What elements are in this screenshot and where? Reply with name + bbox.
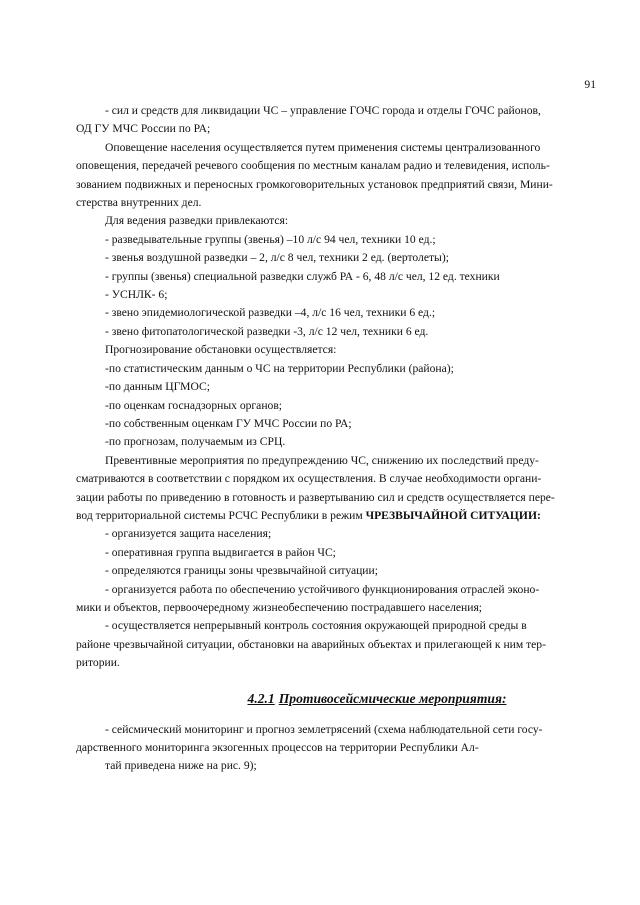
- emergency-mode-label: ЧРЕЗВЫЧАЙНОЙ СИТУАЦИИ:: [365, 508, 541, 522]
- list-item: - звено фитопатологической разведки -3, л/с 12 чел, техники 6 ед.: [105, 324, 429, 338]
- text-line: зации работы по приведению в готовность и развертыванию сил и средств осуществляется пере-: [76, 490, 555, 504]
- list-item: -по оценкам госнадзорных органов;: [105, 398, 283, 412]
- list-item: - УСНЛК- 6;: [105, 288, 168, 302]
- list-item: - сейсмический мониторинг и прогноз землетрясений (схема наблюдательной сети госу-: [105, 722, 543, 736]
- text-line: оповещения, передачей речевого сообщения по местным каналам радио и телевидения, исполь-: [76, 159, 550, 173]
- list-item: - осуществляется непрерывный контроль состояния окружающей природной среды в: [105, 619, 527, 633]
- list-item: -по данным ЦГМОС;: [105, 380, 210, 394]
- text-line: Превентивные мероприятия по предупреждению ЧС, снижению их последствий преду-: [105, 453, 539, 467]
- page-body: [76, 102, 597, 776]
- text-line: ОД ГУ МЧС России по РА;: [76, 122, 211, 136]
- list-item: -по прогнозам, получаемым из СРЦ.: [105, 435, 286, 449]
- list-item: - звенья воздушной разведки – 2, л/с 8 чел, техники 2 ед. (вертолеты);: [105, 251, 449, 265]
- text-line: зованием подвижных и переносных громкоговорительных установок предприятий связи, Мини-: [76, 177, 553, 191]
- text-line: сматриваются в соответствии с порядком их осуществления. В случае необходимости органи-: [76, 472, 542, 486]
- list-item: - организуется работа по обеспечению устойчивого функционирования отраслей эконо-: [105, 582, 540, 596]
- text-line: [76, 507, 597, 525]
- section-title: Противосейсмические мероприятия:: [278, 690, 507, 706]
- page-number: 91: [584, 78, 596, 91]
- list-item: -по статистическим данным о ЧС на территории Республики (района);: [105, 361, 454, 375]
- list-item: - организуется защита населения;: [105, 527, 272, 541]
- list-item: - звено эпидемиологической разведки –4, л/с 16 чел, техники 6 ед.;: [105, 306, 436, 320]
- text-line: дарственного мониторинга экзогенных процессов на территории Республики Ал-: [76, 741, 479, 754]
- section-number: 4.2.1: [247, 690, 275, 706]
- text-line: - сил и средств для ликвидации ЧС – управление ГОЧС города и отделы ГОЧС районов,: [105, 104, 541, 117]
- list-item: -по собственным оценкам ГУ МЧС России по РА;: [105, 416, 352, 430]
- list-item: - группы (звенья) специальной разведки служб РА - 6, 48 л/с чел, 12 ед. техники: [105, 269, 500, 283]
- text-line: Для ведения разведки привлекаются:: [105, 214, 289, 228]
- text-line: тай приведена ниже на рис. 9);: [105, 759, 257, 773]
- list-item: - оперативная группа выдвигается в район ЧС;: [105, 545, 336, 559]
- text-line: Прогнозирование обстановки осуществляется:: [105, 343, 337, 357]
- text-line: Оповещение населения осуществляется путем применения системы централизованного: [105, 140, 541, 154]
- text-line: районе чрезвычайной ситуации, обстановки на аварийных объектах и прилегающей к ним тер-: [76, 637, 546, 651]
- text-line: стерства внутренних дел.: [76, 196, 202, 210]
- list-item: - определяются границы зоны чрезвычайной ситуации;: [105, 564, 378, 578]
- text-line: мики и объектов, первоочередному жизнеобеспечению пострадавшего населения;: [76, 600, 482, 614]
- text-line: ритории.: [76, 656, 120, 670]
- list-item: - разведывательные группы (звенья) –10 л/с 94 чел, техники 10 ед.;: [105, 232, 436, 246]
- section-heading: [105, 689, 597, 709]
- text-segment: вод территориальной системы РСЧС Республики в режим: [76, 508, 366, 522]
